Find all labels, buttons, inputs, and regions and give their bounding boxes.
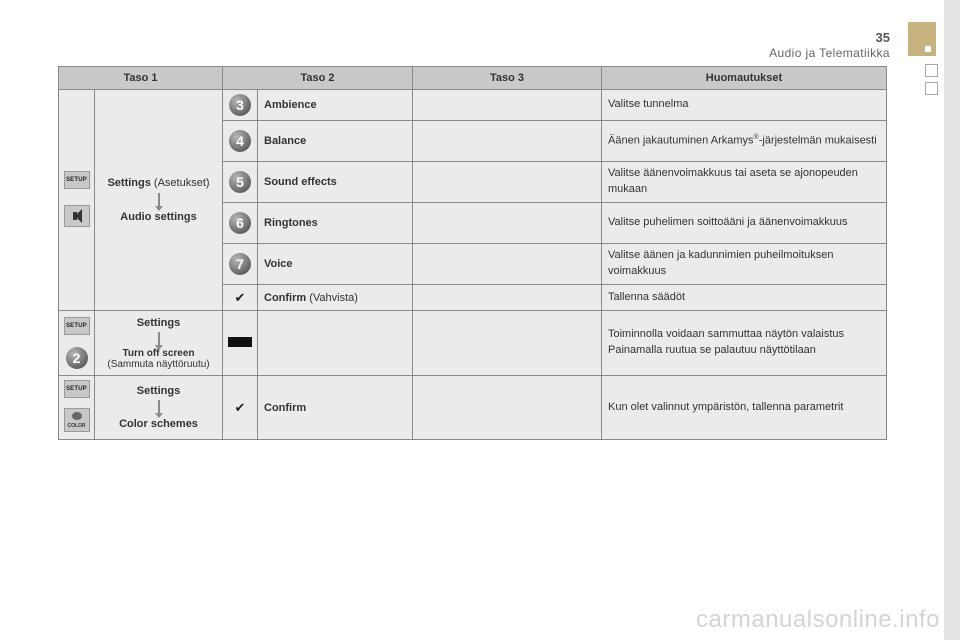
level2-label — [258, 311, 413, 376]
level1-subtitle-translation: (Sammuta näyttöruutu) — [107, 358, 210, 370]
step-cell — [223, 244, 258, 285]
level3-cell — [413, 203, 602, 244]
level1-title: Settings — [136, 316, 181, 329]
level2-label — [258, 285, 413, 311]
arrow-down-icon — [158, 400, 160, 414]
step-cell — [223, 203, 258, 244]
setup-icon: SETUP — [64, 171, 90, 189]
check-icon: ✔ — [234, 399, 246, 415]
level2-label: Voice — [258, 244, 413, 285]
step-badge: 5 — [229, 171, 251, 193]
note-text: Toiminnolla voidaan sammuttaa näytön valaistus — [608, 328, 845, 341]
level3-cell — [413, 121, 602, 162]
chapter-tab[interactable] — [925, 64, 938, 77]
screen-off-icon — [228, 337, 252, 347]
level1-text-cell — [95, 90, 223, 311]
registered-mark: ® — [753, 133, 759, 141]
step-cell — [223, 121, 258, 162]
level1-text-cell — [95, 311, 223, 376]
column-header: Taso 3 — [413, 67, 602, 90]
level1-subtitle: Color schemes — [119, 418, 198, 430]
table-header-row — [59, 67, 887, 90]
confirm-translation: (Vahvista) — [306, 291, 358, 304]
level3-cell — [413, 244, 602, 285]
step-cell — [223, 285, 258, 311]
color-scheme-icon: COLOR — [64, 408, 90, 432]
level3-cell — [413, 376, 602, 440]
note-text: -järjestelmän mukaisesti — [758, 134, 877, 147]
table-row — [59, 90, 887, 121]
level2-label: Sound effects — [258, 162, 413, 203]
level1-icons-cell — [59, 376, 95, 440]
column-header: Taso 1 — [59, 67, 223, 90]
level2-label: Balance — [258, 121, 413, 162]
note-cell: Valitse puhelimen soittoääni ja äänenvoimakkuus — [602, 203, 887, 244]
settings-table — [58, 66, 887, 440]
step-badge: 2 — [66, 347, 88, 369]
setup-icon: SETUP — [64, 380, 90, 398]
check-icon: ✔ — [234, 289, 246, 305]
level1-title: Settings — [136, 384, 181, 397]
level1-icons-cell — [59, 311, 95, 376]
table-row — [59, 311, 887, 376]
step-cell — [223, 311, 258, 376]
watermark: carmanualsonline.info — [696, 606, 940, 633]
column-header: Taso 2 — [223, 67, 413, 90]
step-badge: 7 — [229, 253, 251, 275]
arrow-down-icon — [158, 193, 160, 207]
level1-icons-cell — [59, 90, 95, 311]
level3-cell — [413, 311, 602, 376]
level1-title-translation: (Asetukset) — [150, 177, 210, 190]
level1-subtitle: Audio settings — [120, 210, 197, 223]
note-cell: Kun olet valinnut ympäristön, tallenna parametrit — [602, 376, 887, 440]
side-strip — [944, 0, 960, 640]
step-badge: 6 — [229, 212, 251, 234]
step-badge: 3 — [229, 94, 251, 116]
level3-cell — [413, 90, 602, 121]
level3-cell — [413, 162, 602, 203]
level2-label: Confirm — [258, 376, 413, 440]
note-cell: Tallenna säädöt — [602, 285, 887, 311]
note-cell — [602, 121, 887, 162]
step-badge: 4 — [229, 130, 251, 152]
setup-icon: SETUP — [64, 317, 90, 335]
chapter-tab[interactable] — [925, 82, 938, 95]
speaker-icon — [64, 205, 90, 227]
chapter-title: Audio ja Telematiikka — [769, 46, 890, 60]
step-cell — [223, 162, 258, 203]
arrow-down-icon — [158, 332, 160, 346]
step-cell — [223, 376, 258, 440]
note-cell: Valitse äänen ja kadunnimien puheilmoituksen voimakkuus — [602, 244, 887, 285]
confirm-label: Confirm — [264, 291, 307, 304]
level2-label: Ringtones — [258, 203, 413, 244]
page-number: 35 — [875, 30, 890, 45]
note-cell: Valitse äänenvoimakkuus tai aseta se ajonopeuden mukaan — [602, 162, 887, 203]
note-cell: Valitse tunnelma — [602, 90, 887, 121]
level1-text-cell — [95, 376, 223, 440]
step-cell — [223, 90, 258, 121]
note-text: Painamalla ruutua se palautuu näyttötilaan — [608, 344, 816, 356]
level1-title: Settings — [107, 177, 151, 190]
column-header: Huomautukset — [602, 67, 887, 90]
note-cell — [602, 311, 887, 376]
level1-subtitle: Turn off screen — [122, 348, 195, 360]
table-row — [59, 376, 887, 440]
chapter-tab-active[interactable] — [908, 22, 936, 56]
level3-cell — [413, 285, 602, 311]
level2-label: Ambience — [258, 90, 413, 121]
note-text: Äänen jakautuminen Arkamys — [608, 134, 754, 147]
